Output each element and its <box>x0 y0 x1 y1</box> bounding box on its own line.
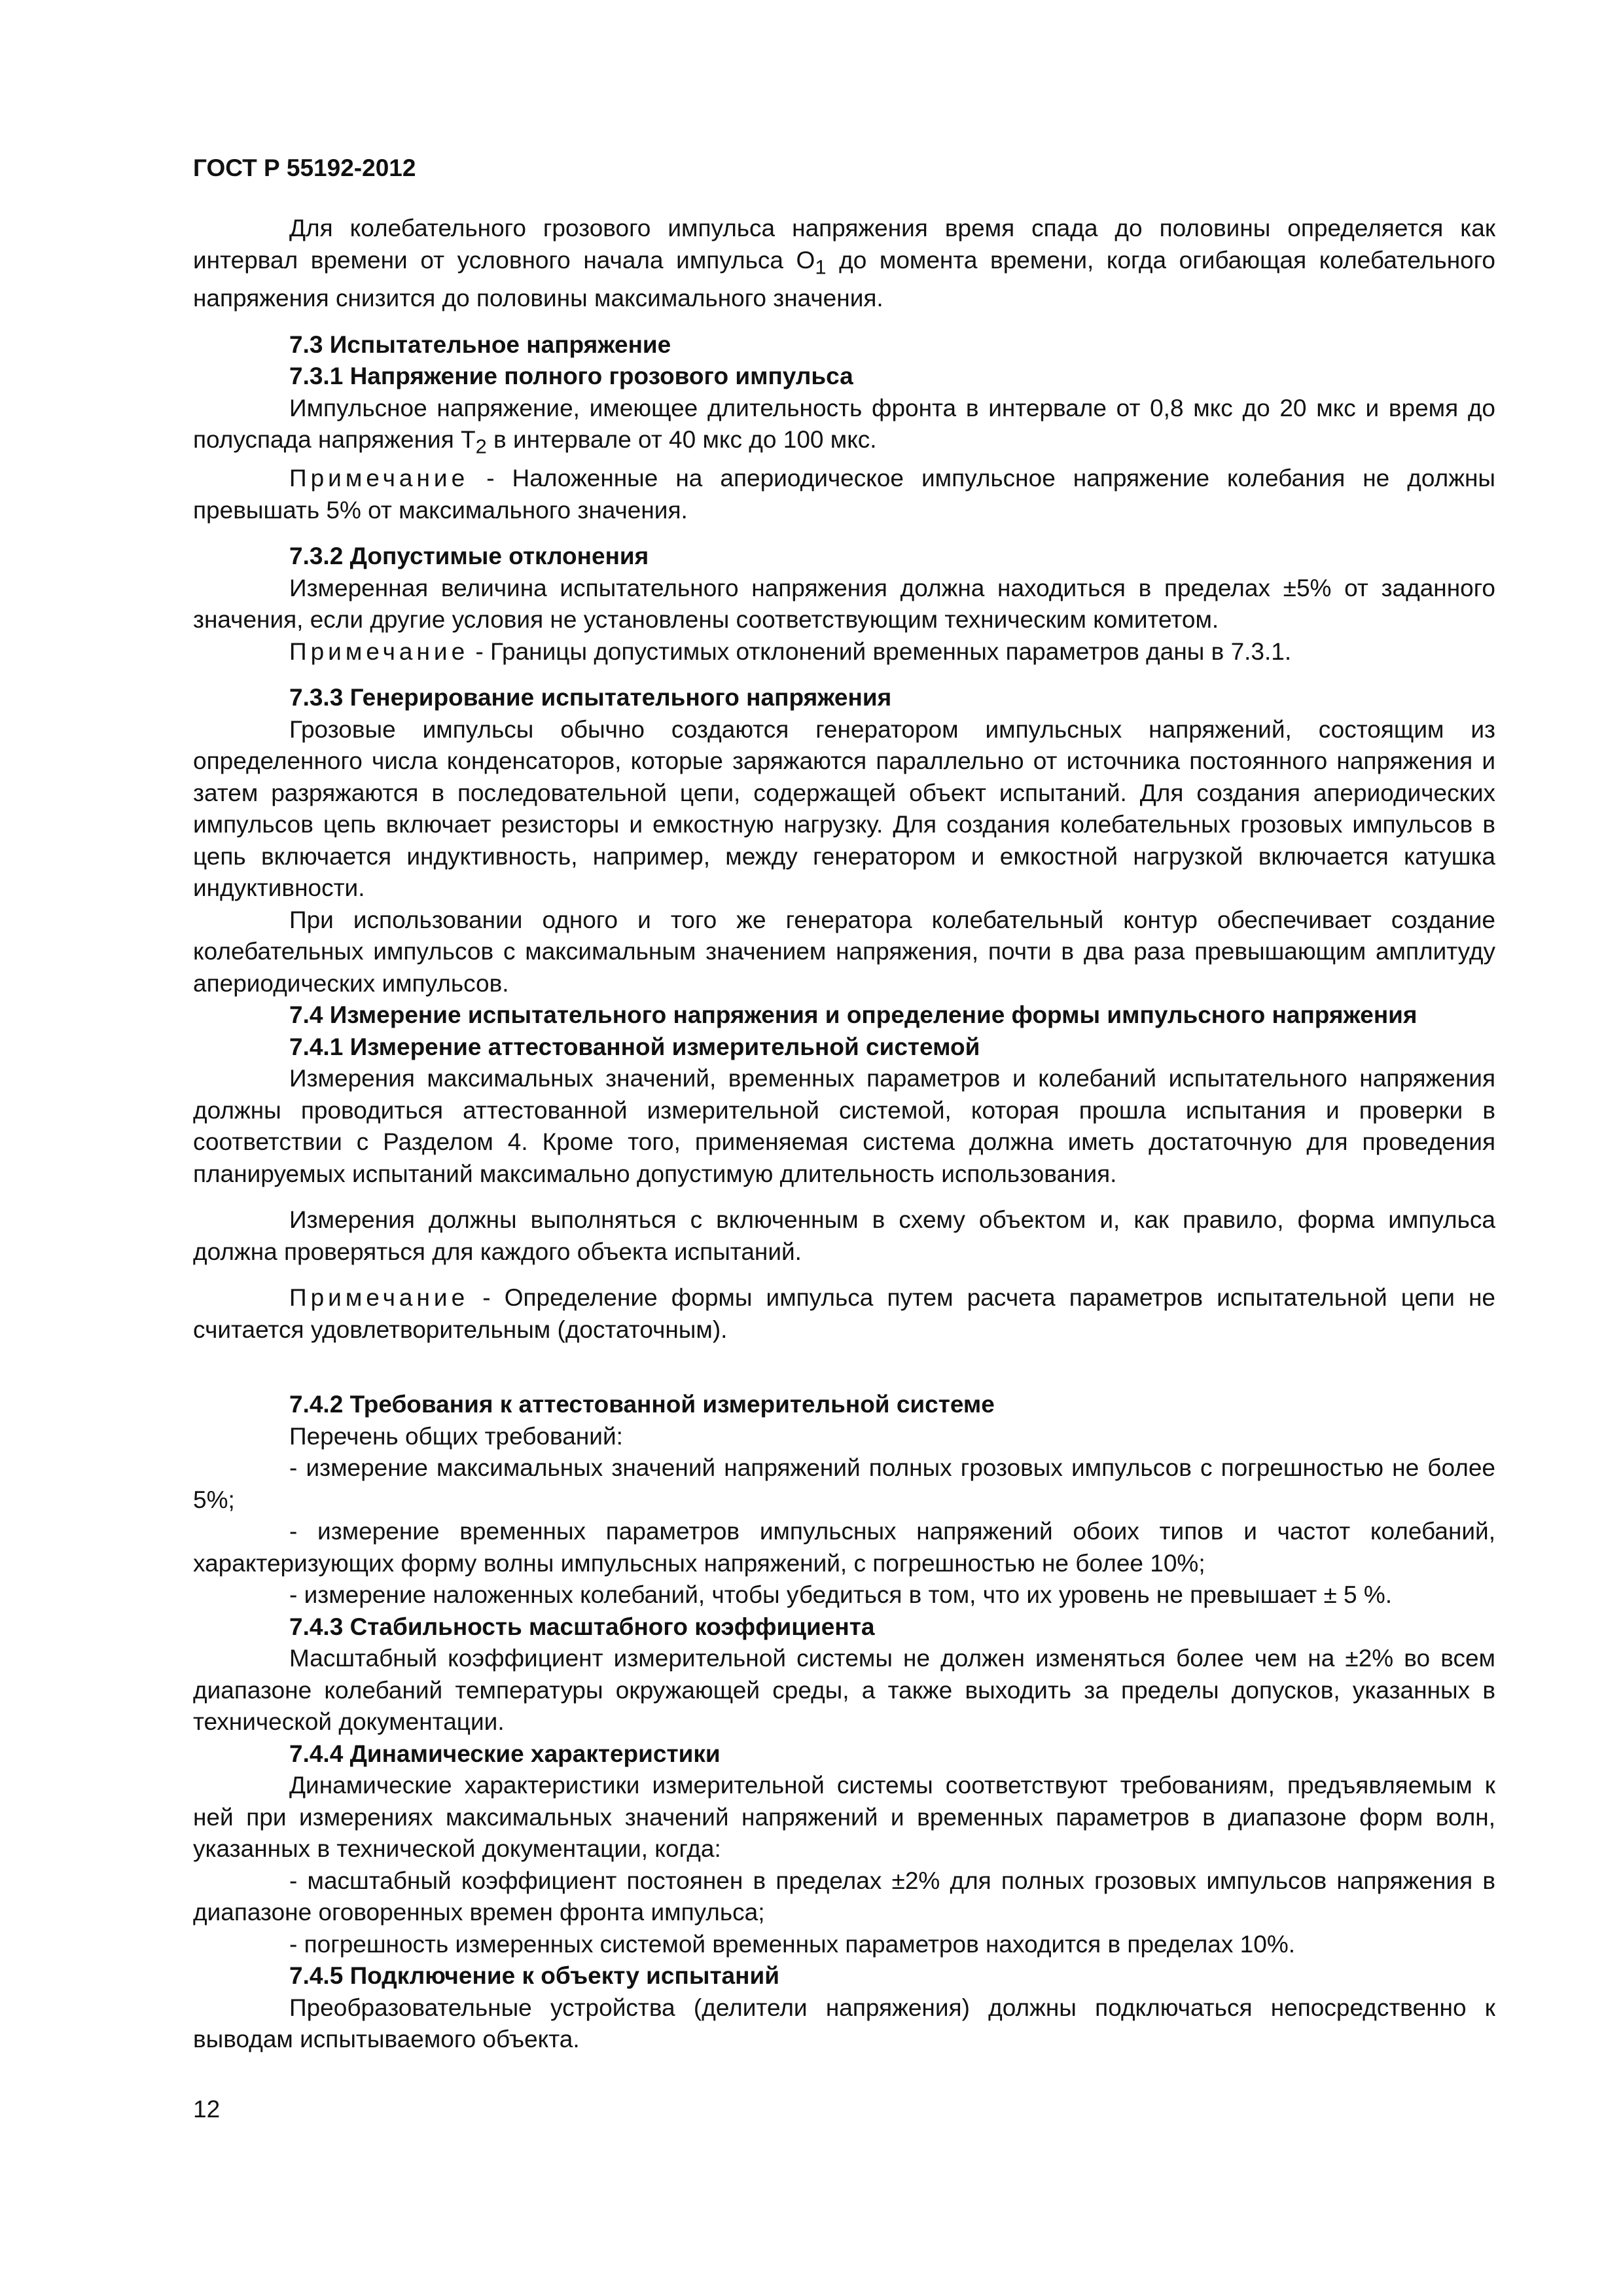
note-2: Примечание - Границы допустимых отклонений временных параметров даны в 7.3.1. <box>289 637 1292 665</box>
paragraph-tolerances: Измеренная величина испытательного напряжения должна находиться в пределах ±5% от заданного значения, если другие условия не установлены соответствующим техническим комитетом. <box>193 574 1495 634</box>
note-label: Примечание <box>289 637 469 665</box>
note-1: Примечание - Наложенные на апериодическое импульсное напряжение колебания не должны превышать 5% от максимального значения. <box>193 465 1495 524</box>
list-item-peak-measurement: - измерение максимальных значений напряжений полных грозовых импульсов с погрешностью не более 5%; <box>193 1454 1495 1513</box>
section-heading-7-4: 7.4 Измерение испытательного напряжения и определение формы импульсного напряжения <box>289 1001 1418 1029</box>
note-label: Примечание <box>289 1284 469 1312</box>
list-item-time-error: - погрешность измеренных системой временных параметров находится в пределах 10%. <box>289 1930 1295 1958</box>
list-item-scale-constant: - масштабный коэффициент постоянен в пределах ±2% для полных грозовых импульсов напряжения в диапазоне оговоренных времен фронта импульса; <box>193 1867 1495 1926</box>
page-number: 12 <box>193 2096 221 2123</box>
section-heading-7-3-1: 7.3.1 Напряжение полного грозового импульса <box>289 363 853 390</box>
paragraph-generator-usage: При использовании одного и того же генератора колебательный контур обеспечивает создание колебательных импульсов с максимальным значением напряжения, почти в два раза превышающим амплитуду апериодических импульсов. <box>193 906 1495 997</box>
section-heading-7-3-3: 7.3.3 Генерирование испытательного напряжения <box>289 684 892 711</box>
paragraph-dynamic-characteristics: Динамические характеристики измерительной системы соответствуют требованиям, предъявляемым к ней при измерениях максимальных значений напряжений и временных параметров в диапазоне форм волн, указанных в технической документации, когда: <box>193 1772 1495 1863</box>
section-heading-7-4-5: 7.4.5 Подключение к объекту испытаний <box>289 1962 779 1990</box>
list-item-oscillations: - измерение наложенных колебаний, чтобы убедиться в том, что их уровень не превышает ± 5 %. <box>289 1581 1393 1609</box>
paragraph-scale-factor: Масштабный коэффициент измерительной системы не должен изменяться более чем на ±2% во всем диапазоне колебаний температуры окружающей среды, а также выходить за пределы допусков, указанных в технической документации. <box>193 1645 1495 1736</box>
paragraph-generation: Грозовые импульсы обычно создаются генератором импульсных напряжений, состоящим из определенного числа конденсаторов, которые заряжаются параллельно от источника постоянного напряжения и затем разряжаются в последовательной цепи, содержащей объект испытаний. Для создания апериодических импульсов цепь включает резисторы и емкостную нагрузку. Для создания колебательных грозовых импульсов в цепь включается индуктивность, например, между генератором и емкостной нагрузкой включается катушка индуктивности. <box>193 715 1495 902</box>
note-3: Примечание - Определение формы импульса путем расчета параметров испытательной цепи не считается удовлетворительным (достаточным). <box>193 1284 1495 1343</box>
paragraph-impulse-voltage: Импульсное напряжение, имеющее длительность фронта в интервале от 0,8 мкс до 20 мкс и время до полуспада напряжения $Т_2$ в интервале от 40 мкс до 100 мкс. <box>193 394 1495 458</box>
section-heading-7-4-1: 7.4.1 Измерение аттестованной измерительной системой <box>289 1033 980 1060</box>
document-body <box>193 213 1495 2056</box>
paragraph-requirements-intro: Перечень общих требований: <box>289 1422 623 1450</box>
section-heading-7-3: 7.3 Испытательное напряжение <box>289 331 671 358</box>
section-heading-7-3-2: 7.3.2 Допустимые отклонения <box>289 543 649 570</box>
paragraph-measurement-system: Измерения максимальных значений, временных параметров и колебаний испытательного напряжения должны проводиться аттестованной измерительной системой, которая прошла испытания и проверки в соответствии с Разделом 4. Кроме того, применяемая система должна иметь достаточную для проведения планируемых испытаний максимально допустимую длительность использования. <box>193 1065 1495 1187</box>
note-label: Примечание <box>289 465 469 492</box>
section-heading-7-4-4: 7.4.4 Динамические характеристики <box>289 1740 721 1767</box>
document-code: ГОСТ Р 55192-2012 <box>193 154 416 181</box>
paragraph-connection: Преобразовательные устройства (делители напряжения) должны подключаться непосредственно к выводам испытываемого объекта. <box>193 1994 1495 2053</box>
section-heading-7-4-3: 7.4.3 Стабильность масштабного коэффициента <box>289 1613 875 1640</box>
paragraph-decay-time: Для колебательного грозового импульса напряжения время спада до половины определяется как интервал времени от условного начала импульса $О_1$ до момента времени, когда огибающая колебательного напряжения снизится до половины максимального значения. <box>193 215 1495 312</box>
list-item-time-parameters: - измерение временных параметров импульсных напряжений обоих типов и частот колебаний, характеризующих форму волны импульсных напряжений, с погрешностью не более 10%; <box>193 1518 1495 1577</box>
paragraph-measurement-object: Измерения должны выполняться с включенным в схему объектом и, как правило, форма импульса должна проверяться для каждого объекта испытаний. <box>193 1206 1495 1265</box>
section-heading-7-4-2: 7.4.2 Требования к аттестованной измерительной системе <box>289 1391 995 1418</box>
